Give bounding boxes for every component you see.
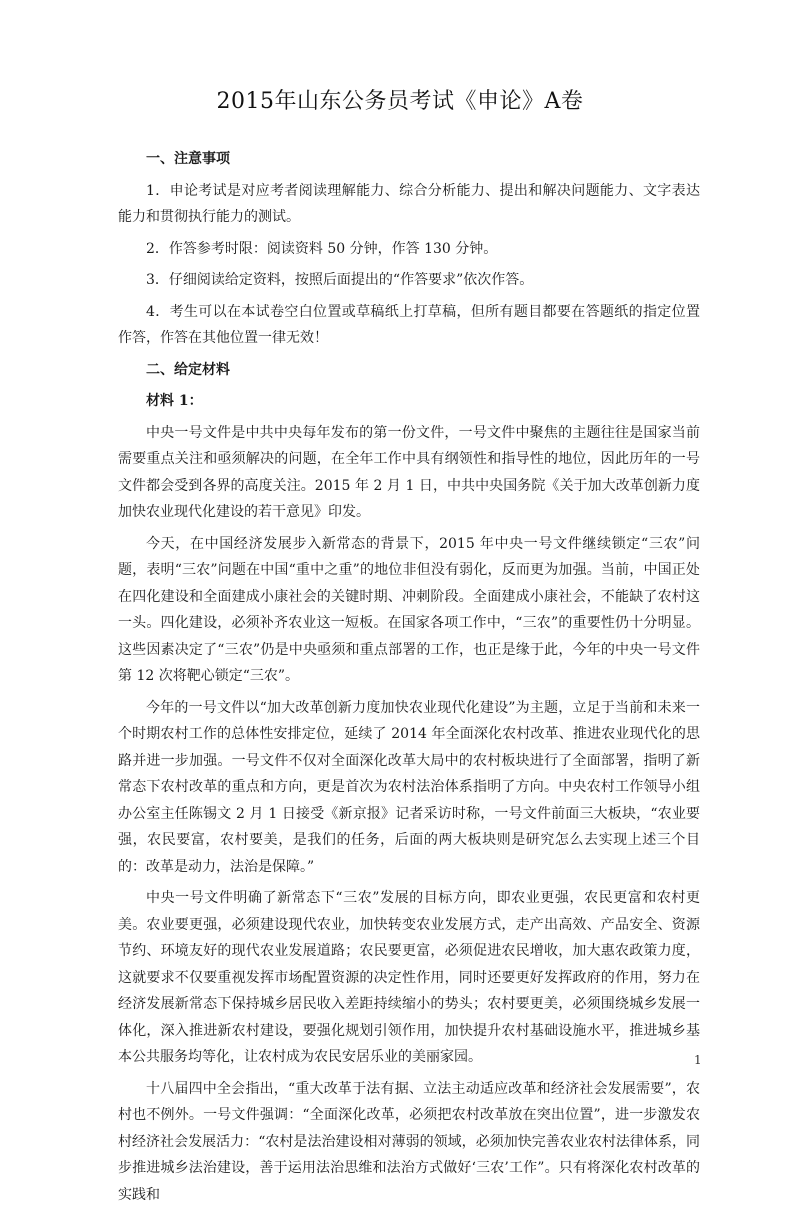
material-paragraph: 十八届四中全会指出，“重大改革于法有据、立法主动适应改革和经济社会发展需要”，农村也不例外。一号文件强调：“全面深化改革，必须把农村改革放在突出位置”，进一步激发农村经济社会发展活力：“农村是法治建设相对薄弱的领域，必须加快完善农业农村法律体系，同步推进城乡法治建设，善于运用法治思维和法治方式做好‘三农’工作”。只有将深化农村改革的实践和	[118, 1080, 700, 1203]
material-paragraph: 中央一号文件是中共中央每年发布的第一份文件，一号文件中聚焦的主题往往是国家当前需要重点关注和亟须解决的问题，在全年工作中具有纲领性和指导性的地位，因此历年的一号文件都会受到各界的高度关注。2015 年 2 月 1 日，中共中央国务院《关于加大改革创新力度加快农业现代化建设的若干意见》印发。	[118, 424, 700, 520]
note-item: 4．考生可以在本试卷空白位置或草稿纸上打草稿，但所有题目都要在答题纸的指定位置作答，作答在其他位置一律无效！	[118, 303, 700, 346]
section-heading-materials: 二、给定材料	[146, 361, 230, 378]
material-paragraph: 今天，在中国经济发展步入新常态的背景下，2015 年中央一号文件继续锁定“三农”问题，表明“三农”问题在中国“重中之重”的地位非但没有弱化，反而更为加强。当前，中国正处在四化建设和全面建成小康社会的关键时期、冲刺阶段。全面建成小康社会，不能缺了农村这一头。四化建设，必须补齐农业这一短板。在国家各项工作中，“三农”的重要性仍十分明显。这些因素决定了“三农”仍是中央亟须和重点部署的工作，也正是缘于此，今年的中央一号文件第 12 次将靶心锁定“三农”。	[118, 535, 700, 684]
note-item: 1．申论考试是对应考者阅读理解能力、综合分析能力、提出和解决问题能力、文字表达能力和贯彻执行能力的测试。	[118, 182, 700, 225]
page-number: 1	[694, 1053, 702, 1067]
document-title: 2015年山东公务员考试《申论》A卷	[216, 89, 584, 114]
material-paragraph: 今年的一号文件以“加大改革创新力度加快农业现代化建设”为主题，立足于当前和未来一个时期农村工作的总体性安排定位，延续了 2014 年全面深化农村改革、推进农业现代化的思路并进一步加强。一号文件不仅对全面深化改革大局中的农村板块进行了全面部署，指明了新常态下农村改革的重点和方向，更是首次为农村法治体系指明了方向。中央农村工作领导小组办公室主任陈锡文 2 月 1 日接受《新京报》记者采访时称，一号文件前面三大板块，“农业要强，农民要富，农村要美，是我们的任务，后面的两大板块则是研究怎么去实现上述三个目的：改革是动力，法治是保障。”	[118, 699, 700, 875]
material-label: 材料 1：	[146, 393, 203, 409]
note-item: 2．作答参考时限：阅读资料 50 分钟，作答 130 分钟。	[146, 240, 498, 257]
material-paragraph: 中央一号文件明确了新常态下“三农”发展的目标方向，即农业更强，农民更富和农村更美。农业要更强，必须建设现代农业，加快转变农业发展方式，走产出高效、产品安全、资源节约、环境友好的现代农业发展道路；农民要更富，必须促进农民增收，加大惠农政策力度，这就要求不仅要重视发挥市场配置资源的决定性作用，同时还要更好发挥政府的作用，努力在经济发展新常态下保持城乡居民收入差距持续缩小的势头；农村要更美，必须围绕城乡发展一体化，深入推进新农村建设，要强化规划引领作用，加快提升农村基础设施水平，推进城乡基本公共服务均等化，让农村成为农民安居乐业的美丽家园。	[118, 890, 700, 1065]
section-heading-notes: 一、注意事项	[146, 151, 230, 167]
document-body	[118, 146, 700, 1213]
note-item: 3．仔细阅读给定资料，按照后面提出的“作答要求”依次作答。	[146, 272, 534, 288]
